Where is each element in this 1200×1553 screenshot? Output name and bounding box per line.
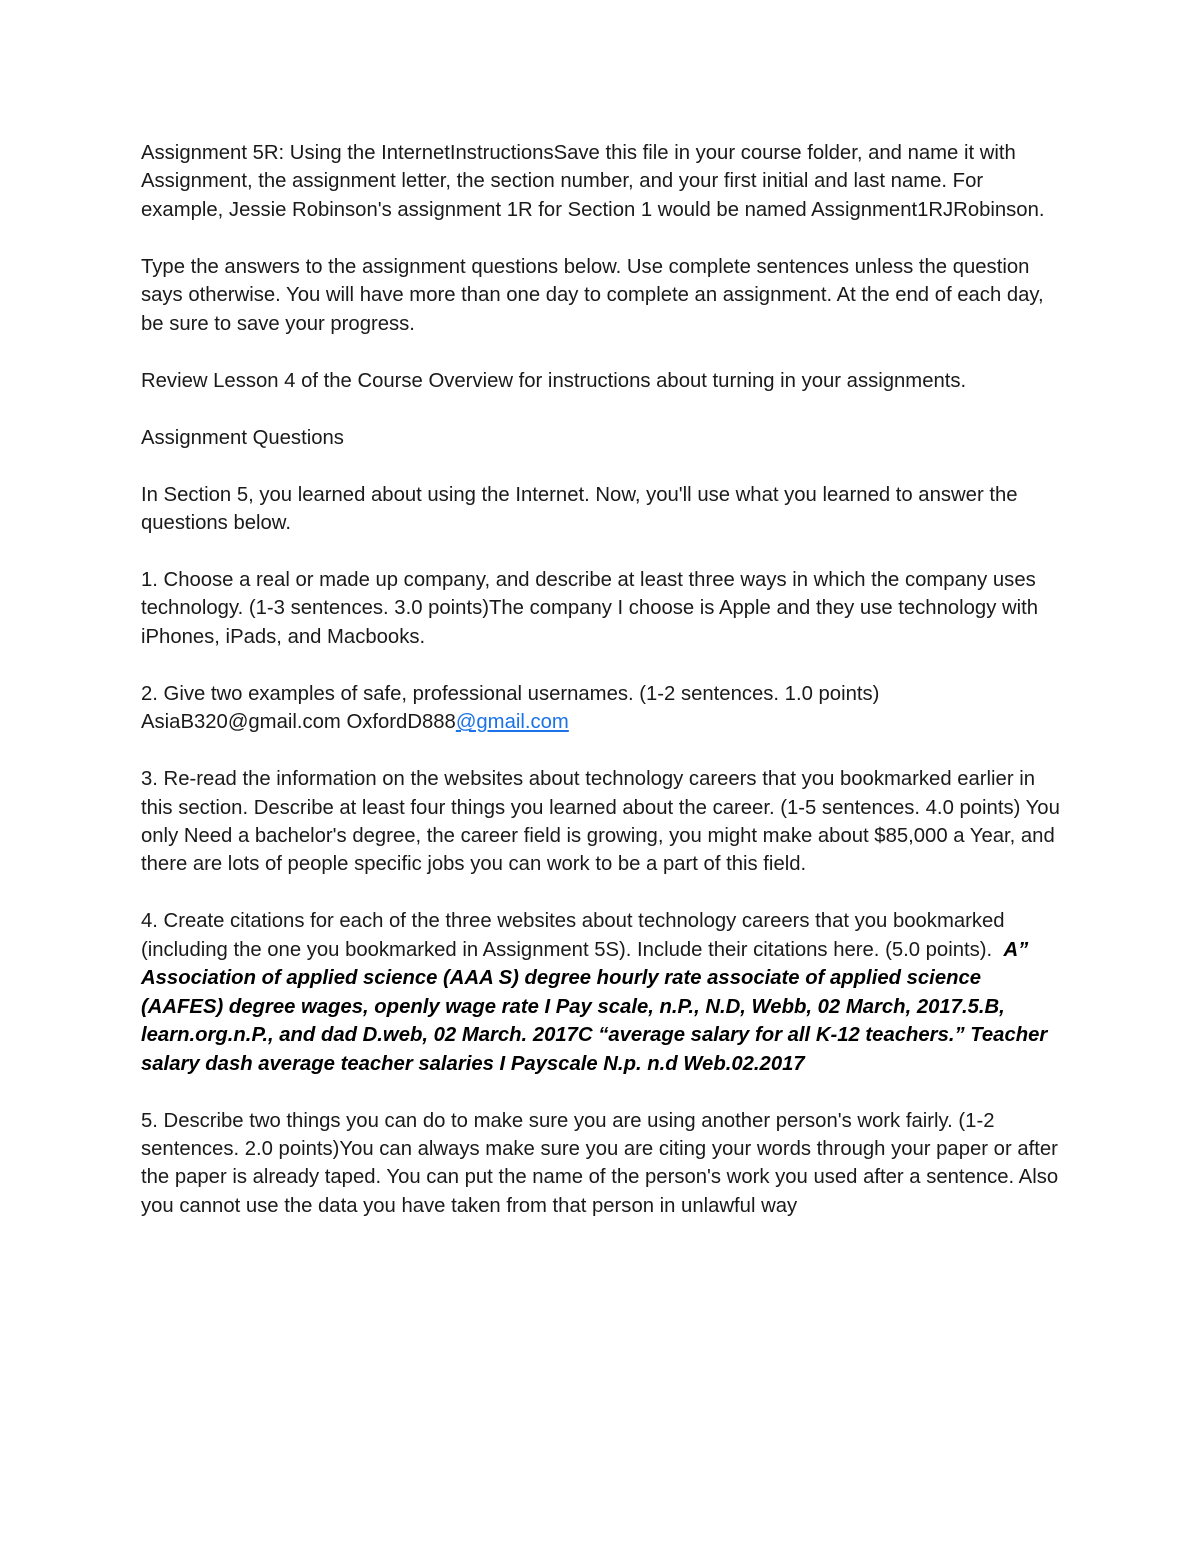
question-4-text: 4. Create citations for each of the three websites about technology careers that you bookmarked (including the one you bookmarked in Assignment 5S). Include their citations here. (5.0 points). xyxy=(141,910,1005,961)
question-3: 3. Re-read the information on the websites about technology careers that you bookmarked earlier in this section. Describe at least four things you learned about the career. (1-5 sentences. 4.0 points) You only Need a bachelor's degree, the career field is growing, you might make about $85,000 a Year, and there are lots of people specific jobs you can work to be a part of this field. xyxy=(141,768,1060,876)
questions-intro: In Section 5, you learned about using the Internet. Now, you'll use what you learned to answer the questions below. xyxy=(141,483,1018,535)
question-5: 5. Describe two things you can do to make sure you are using another person's work fairly. (1-2 sentences. 2.0 points)You can always make sure you are citing your words through your paper or after the paper is already taped. You can put the name of the person's work you used after a sentence. Also you cannot use the data you have taken from that person in unlawful way xyxy=(141,1109,1059,1217)
citation-text: A” Association of applied science (AAA S) degree hourly rate associate of applied science (AAFES) degree wages, openly wage rate I Pay scale, n.P., N.D, Webb, 02 March, 2017.5.B, learn.org.n.P., and dad D.web, 02 March. 2017C “average salary for all K-12 teachers.” Teacher salary dash average teacher salaries I Payscale N.p. n.d Web.02.2017 xyxy=(141,938,1048,1075)
question-4 xyxy=(141,907,1066,1077)
question-2 xyxy=(141,680,1066,737)
question-1: 1. Choose a real or made up company, and describe at least three ways in which the company uses technology. (1-3 sentences. 3.0 points)The company I choose is Apple and they use technology with iPhones, iPads, and Macbooks. xyxy=(141,569,1039,648)
gmail-link[interactable]: @gmail.com xyxy=(455,711,569,734)
question-2-text: 2. Give two examples of safe, professional usernames. (1-2 sentences. 1.0 points) AsiaB320@gmail.com OxfordD888 xyxy=(141,682,880,734)
intro-paragraph-3: Review Lesson 4 of the Course Overview for instructions about turning in your assignments. xyxy=(141,369,967,392)
document-page xyxy=(141,139,1066,1249)
intro-paragraph-2: Type the answers to the assignment questions below. Use complete sentences unless the question says otherwise. You will have more than one day to complete an assignment. At the end of each day, be sure to save your progress. xyxy=(141,255,1044,335)
intro-paragraph-1: Assignment 5R: Using the InternetInstructionsSave this file in your course folder, and name it with Assignment, the assignment letter, the section number, and your first initial and last name. For example, Jessie Robinson's assignment 1R for Section 1 would be named Assignment1RJRobinson. xyxy=(141,142,1045,221)
questions-heading: Assignment Questions xyxy=(141,426,344,449)
